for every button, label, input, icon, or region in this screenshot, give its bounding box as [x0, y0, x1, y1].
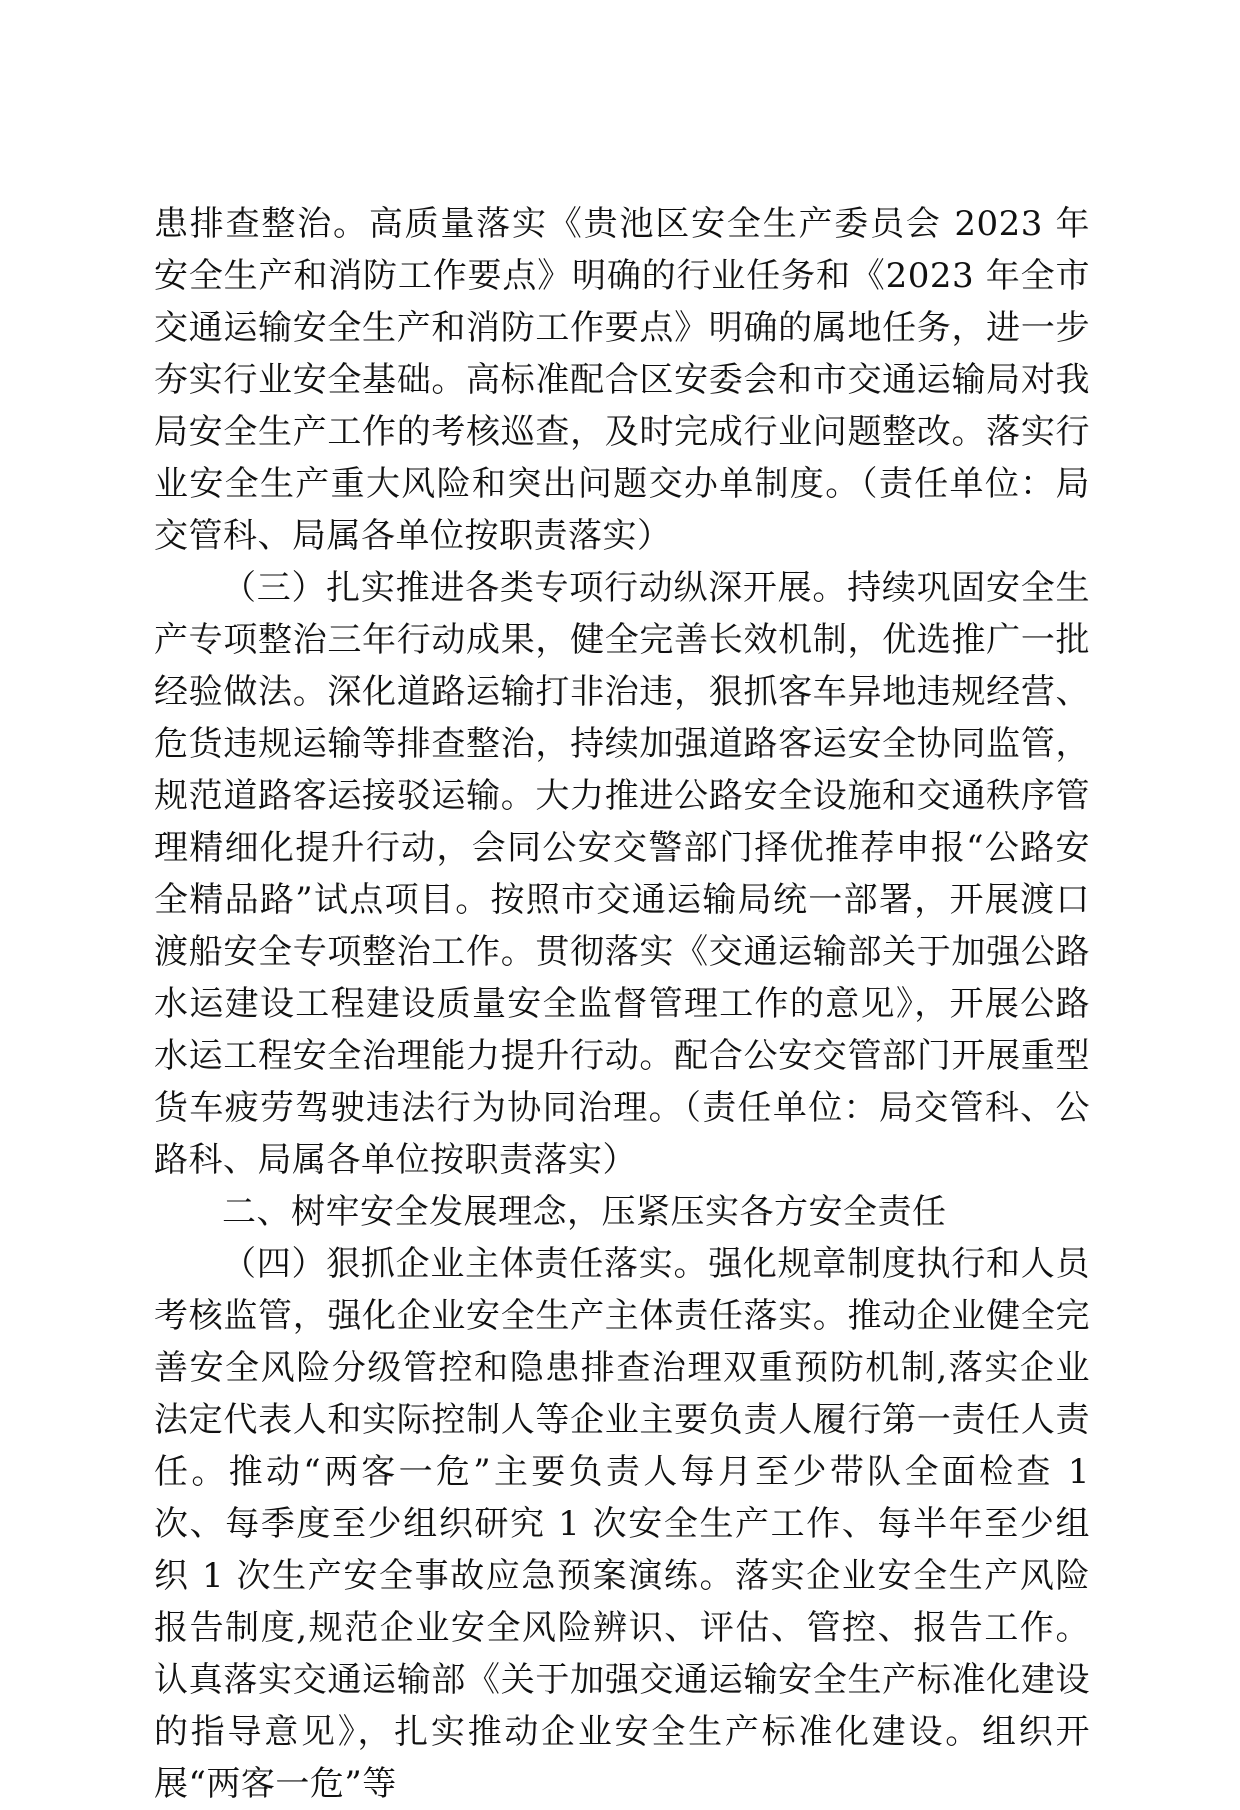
document-body: [154, 198, 1090, 1810]
paragraph-section-4: （四）狠抓企业主体责任落实。强化规章制度执行和人员考核监管，强化企业安全生产主体责任落实。推动企业健全完善安全风险分级管控和隐患排查治理双重预防机制,落实企业法定代表人和实际控制人等企业主要负责人履行第一责任人责任。推动“两客一危”主要负责人每月至少带队全面检查 1 次、每季度至少组织研究 1 次安全生产工作、每半年至少组织 1 次生产安全事故应急预案演练。落实企业安全生产风险报告制度,规范企业安全风险辨识、评估、管控、报告工作。认真落实交通运输部《关于加强交通运输安全生产标准化建设的指导意见》，扎实推动企业安全生产标准化建设。组织开展“两客一危”等: [154, 1244, 1090, 1804]
paragraph-continuation: 患排查整治。高质量落实《贵池区安全生产委员会 2023 年安全生产和消防工作要点》明确的行业任务和《2023 年全市交通运输安全生产和消防工作要点》明确的属地任务，进一步夯实行业安全基础。高标准配合区安委会和市交通运输局对我局安全生产工作的考核巡查，及时完成行业问题整改。落实行业安全生产重大风险和突出问题交办单制度。（责任单位：局交管科、局属各单位按职责落实）: [154, 204, 1090, 556]
section-heading-2: 二、树牢安全发展理念，压紧压实各方安全责任: [222, 1192, 947, 1232]
paragraph-section-3: （三）扎实推进各类专项行动纵深开展。持续巩固安全生产专项整治三年行动成果，健全完善长效机制，优选推广一批经验做法。深化道路运输打非治违，狠抓客车异地违规经营、危货违规运输等排查整治，持续加强道路客运安全协同监管，规范道路客运接驳运输。大力推进公路安全设施和交通秩序管理精细化提升行动，会同公安交警部门择优推荐申报“公路安全精品路”试点项目。按照市交通运输局统一部署，开展渡口渡船安全专项整治工作。贯彻落实《交通运输部关于加强公路水运建设工程建设质量安全监督管理工作的意见》，开展公路水运工程安全治理能力提升行动。配合公安交管部门开展重型货车疲劳驾驶违法行为协同治理。（责任单位：局交管科、公路科、局属各单位按职责落实）: [154, 568, 1090, 1180]
